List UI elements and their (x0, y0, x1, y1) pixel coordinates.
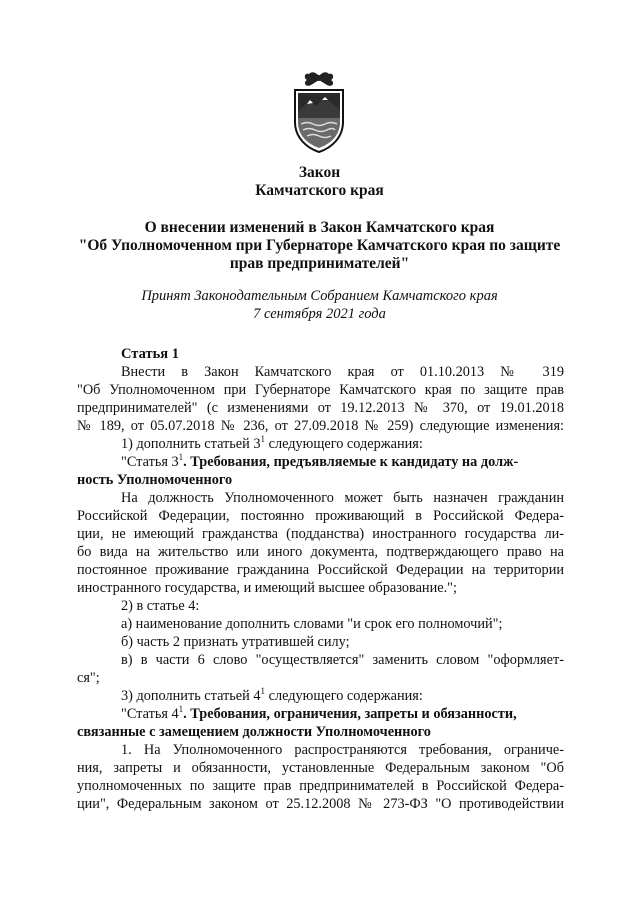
subject-line-1: О внесении изменений в Закон Камчатского края (144, 219, 495, 236)
text-line: ся"; (77, 670, 100, 686)
text-line: "Статья $3^1$. Требования, предъявляемые к кандидату на долж- (121, 452, 519, 470)
kamchatka-coat-of-arms-icon (283, 70, 355, 154)
text-line: в) в части 6 слово "осуществляется" заменить словом "оформляет- (121, 652, 564, 668)
text-line: б) часть 2 признать утратившей силу; (121, 634, 350, 650)
adoption-date: 7 сентября 2021 года (253, 306, 386, 322)
text-line: уполномоченных по защите прав предпринимателей в Российской Федера- (77, 778, 564, 794)
text-line: связанные с замещением должности Уполномоченного (77, 724, 431, 740)
text-line: ции, не имеющий гражданства (подданства) иностранного государства ли- (77, 526, 564, 542)
text-line: На должность Уполномоченного может быть назначен гражданин (121, 490, 564, 506)
text-line: 1. На Уполномоченного распространяются требования, ограниче- (121, 742, 564, 758)
text-line: а) наименование дополнить словами "и срок его полномочий"; (121, 616, 503, 632)
text-line: иностранного государства, и имеющий высшее образование."; (77, 580, 457, 596)
subject-line-2: "Об Уполномоченном при Губернаторе Камчатского края по защите (78, 237, 561, 254)
text-line: Внести в Закон Камчатского края от 01.10.2013 № 319 (121, 364, 564, 380)
text-line: "Об Уполномоченном при Губернаторе Камчатского края по защите прав (77, 382, 564, 398)
adoption-line-1: Принят Законодательным Собранием Камчатского края (141, 288, 498, 304)
text-line: бо вида на жительство или иного документа, подтверждающего право на (77, 544, 564, 560)
text-line: ния, запреты и обязанности, установленные Федеральным законом "Об (77, 760, 564, 776)
text-line: предпринимателей" (с изменениями от 19.12.2013 № 370, от 19.01.2018 (77, 400, 564, 416)
subject-line-3: прав предпринимателей" (229, 255, 410, 272)
law-title: Закон (298, 164, 341, 181)
text-line: Российской Федерации, постоянно проживающий в Российской Федера- (77, 508, 564, 524)
text-line: 3) дополнить статьей $4^1$ следующего содержания: (121, 686, 423, 704)
text-line: "Статья $4^1$. Требования, ограничения, запреты и обязанности, (121, 704, 517, 722)
region-title: Камчатского края (255, 182, 384, 199)
text-line: ции", Федеральным законом от 25.12.2008 № 273-ФЗ "О противодействии (77, 796, 564, 812)
text-line: 1) дополнить статьей $3^1$ следующего содержания: (121, 434, 423, 452)
text-line: № 189, от 05.07.2018 № 236, от 27.09.2018 № 259) следующие изменения: (77, 418, 564, 434)
text-line: ность Уполномоченного (77, 472, 233, 488)
article-heading: Статья 1 (121, 346, 179, 362)
article-text (77, 363, 564, 813)
text-line: постоянное проживание гражданина Российской Федерации на территории (77, 562, 564, 578)
text-line: 2) в статье 4: (121, 598, 200, 614)
